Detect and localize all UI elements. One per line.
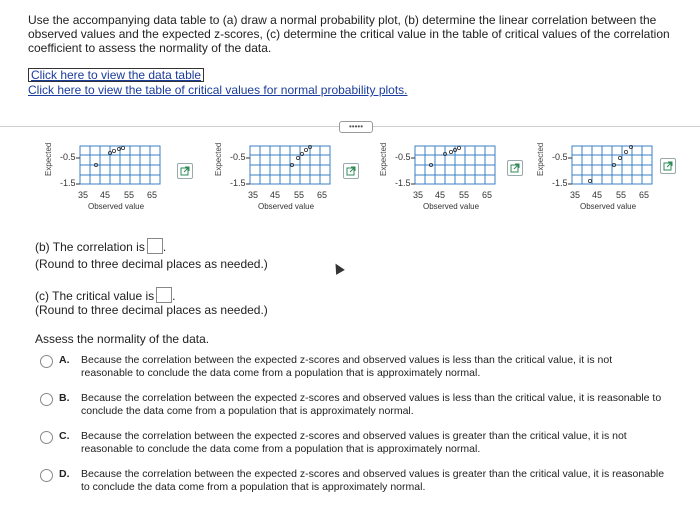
expand-button[interactable]: ••••• <box>339 121 373 133</box>
option-a[interactable] <box>40 354 670 384</box>
option-text: Because the correlation between the expected z-scores and observed values is less than the critical value, it is not reasonable to conclude the data come from a population that is approximately normal. <box>81 354 613 379</box>
data-table-link[interactable]: Click here to view the data table <box>28 68 204 82</box>
x-tick: 45 <box>435 190 446 200</box>
option-text: Because the correlation between the expected z-scores and observed values is greater than the critical value, it is not reasonable to conclude the data come from a population that is approximately normal. <box>81 430 627 455</box>
y-tick: -0.5 <box>60 152 76 162</box>
option-c[interactable] <box>40 430 670 460</box>
x-axis-label: Observed value <box>258 202 315 211</box>
x-tick: 55 <box>124 190 135 200</box>
radio-button[interactable] <box>40 469 53 482</box>
option-letter: D. <box>59 468 70 480</box>
radio-button[interactable] <box>40 355 53 368</box>
question-text: Use the accompanying data table to (a) draw a normal probability plot, (b) determine the linear correlation between the observed values and the expected z-scores, (c) determine the critical value in the table of critical values of the correlation coefficient to assess the normality of the data. <box>28 13 670 55</box>
x-tick: 55 <box>616 190 627 200</box>
popout-icon[interactable] <box>343 163 359 179</box>
y-axis-label: Expected <box>536 142 545 176</box>
option-d[interactable] <box>40 468 670 498</box>
radio-button[interactable] <box>40 393 53 406</box>
correlation-input[interactable] <box>147 238 163 254</box>
part-b: (b) The correlation is . <box>35 240 167 254</box>
popout-icon[interactable] <box>660 158 676 174</box>
plot-option-1[interactable] <box>40 138 200 218</box>
part-c: (c) The critical value is . <box>35 289 176 303</box>
option-text: Because the correlation between the expected z-scores and observed values is less than the critical value, it is reasonable to conclude the data come from a population that is approximately normal. <box>81 392 662 417</box>
x-tick: 45 <box>100 190 111 200</box>
x-axis-label: Observed value <box>88 202 145 211</box>
y-tick: -1.5 <box>60 178 76 188</box>
radio-button[interactable] <box>40 431 53 444</box>
y-axis-label: Expected <box>44 142 53 176</box>
x-tick: 65 <box>147 190 158 200</box>
part-c-note: (Round to three decimal places as needed.) <box>35 303 268 317</box>
x-tick: 35 <box>78 190 89 200</box>
part-b-note: (Round to three decimal places as needed.) <box>35 257 268 271</box>
popout-icon[interactable] <box>177 163 193 179</box>
y-axis-label: Expected <box>214 142 223 176</box>
x-tick: 55 <box>294 190 305 200</box>
critical-values-link[interactable]: Click here to view the table of critical values for normal probability plots. <box>28 83 408 97</box>
part-b-label: (b) The correlation is <box>35 240 145 254</box>
x-tick: 65 <box>639 190 650 200</box>
x-tick: 35 <box>248 190 259 200</box>
assess-prompt: Assess the normality of the data. <box>35 332 210 346</box>
x-tick: 45 <box>592 190 603 200</box>
option-letter: B. <box>59 392 70 404</box>
x-axis-label: Observed value <box>423 202 480 211</box>
mouse-cursor-icon <box>331 261 345 275</box>
y-tick: -0.5 <box>395 152 411 162</box>
part-c-label: (c) The critical value is <box>35 289 155 303</box>
x-tick: 45 <box>270 190 281 200</box>
x-tick: 35 <box>570 190 581 200</box>
popout-icon[interactable] <box>507 160 523 176</box>
plot-option-3[interactable] <box>375 138 535 218</box>
x-tick: 55 <box>459 190 470 200</box>
x-axis-label: Observed value <box>580 202 637 211</box>
option-b[interactable] <box>40 392 670 422</box>
plot-option-4[interactable] <box>532 138 692 218</box>
critical-value-input[interactable] <box>156 287 172 303</box>
x-tick: 35 <box>413 190 424 200</box>
option-letter: C. <box>59 430 70 442</box>
x-tick: 65 <box>482 190 493 200</box>
y-tick: -1.5 <box>395 178 411 188</box>
y-axis-label: Expected <box>379 142 388 176</box>
y-tick: -0.5 <box>552 152 568 162</box>
option-text: Because the correlation between the expected z-scores and observed values is greater than the critical value, it is reasonable to conclude the data come from a population that is approximately normal. <box>81 468 665 493</box>
y-tick: -0.5 <box>230 152 246 162</box>
y-tick: -1.5 <box>552 178 568 188</box>
y-tick: -1.5 <box>230 178 246 188</box>
option-letter: A. <box>59 354 70 366</box>
x-tick: 65 <box>317 190 328 200</box>
